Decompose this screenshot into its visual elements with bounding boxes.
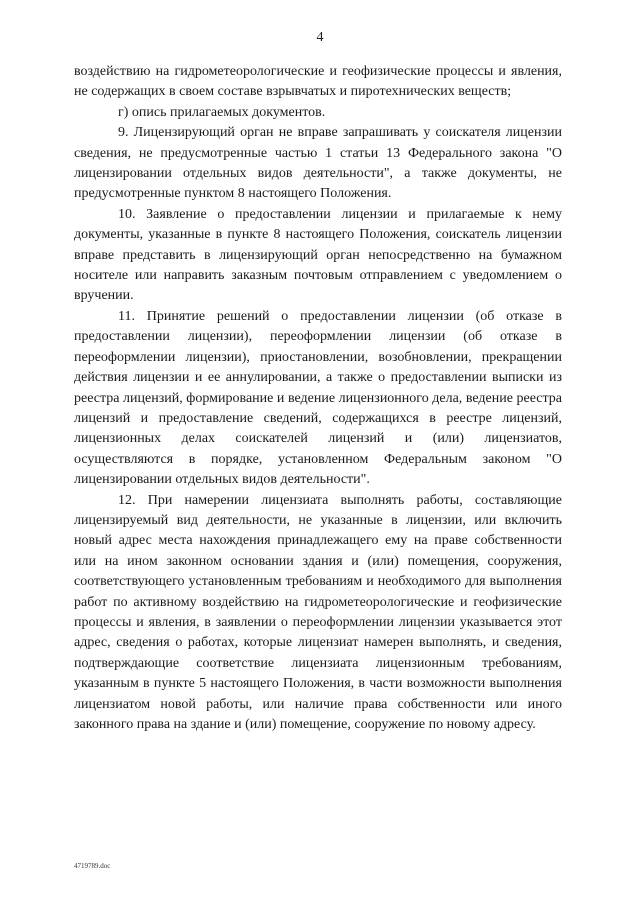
page-number: 4 (316, 30, 324, 45)
paragraph-9: 9. Лицензирующий орган не вправе запрашивать у соискателя лицензии сведения, не предусмотренные частью 1 статьи 13 Федерального закона "О лицензировании отдельных видов деятельности", а также документы, не предусмотренные пунктом 8 настоящего Положения. (74, 125, 562, 202)
paragraph-11: 11. Принятие решений о предоставлении лицензии (об отказе в предоставлении лицензии), переоформлении лицензии (об отказе в переоформлении лицензии), приостановлении, возобновлении, прекращении действия лицензии и ее аннулировании, а также о предоставлении выписки из реестра лицензий, формирование и ведение лицензионного дела, ведение реестра лицензий и предоставление сведений, содержащихся в реестре лицензий, лицензионных делах соискателей лицензий и (или) лицензиатов, осуществляются в порядке, установленном Федеральным законом "О лицензировании отдельных видов деятельности". (74, 308, 562, 488)
document-body (74, 62, 562, 735)
paragraph-12: 12. При намерении лицензиата выполнять работы, составляющие лицензируемый вид деятельности, не указанные в лицензии, или включить новый адрес места нахождения принадлежащего ему на праве собственности или на ином законном основании здания и (или) помещения, сооружения, соответствующего установленным требованиям и необходимого для выполнения работ по активному воздействию на гидрометеорологические и геофизические процессы и явления, в заявлении о переоформлении лицензии указывается этот адрес, сведения о работах, которые лицензиат намерен выполнять, и сведения, подтверждающие соответствие лицензиата лицензионным требованиям, указанным в пункте 5 настоящего Положения, в части возможности выполнения лицензиатом новой работы, или наличие права собственности или иного законного права на здание и (или) помещение, сооружение по новому адресу. (74, 492, 562, 732)
paragraph-10: 10. Заявление о предоставлении лицензии и прилагаемые к нему документы, указанные в пункте 8 настоящего Положения, соискатель лицензии вправе представить в лицензирующий орган непосредственно на бумажном носителе или направить заказным почтовым отправлением с уведомлением о вручении. (74, 206, 562, 304)
paragraph-continuation: воздействию на гидрометеорологические и геофизические процессы и явления, не содержащих в своем составе взрывчатых и пиротехнических веществ; (74, 64, 562, 100)
footer-filename: 4719789.doc (74, 862, 111, 870)
paragraph-item-g: г) опись прилагаемых документов. (118, 104, 326, 120)
